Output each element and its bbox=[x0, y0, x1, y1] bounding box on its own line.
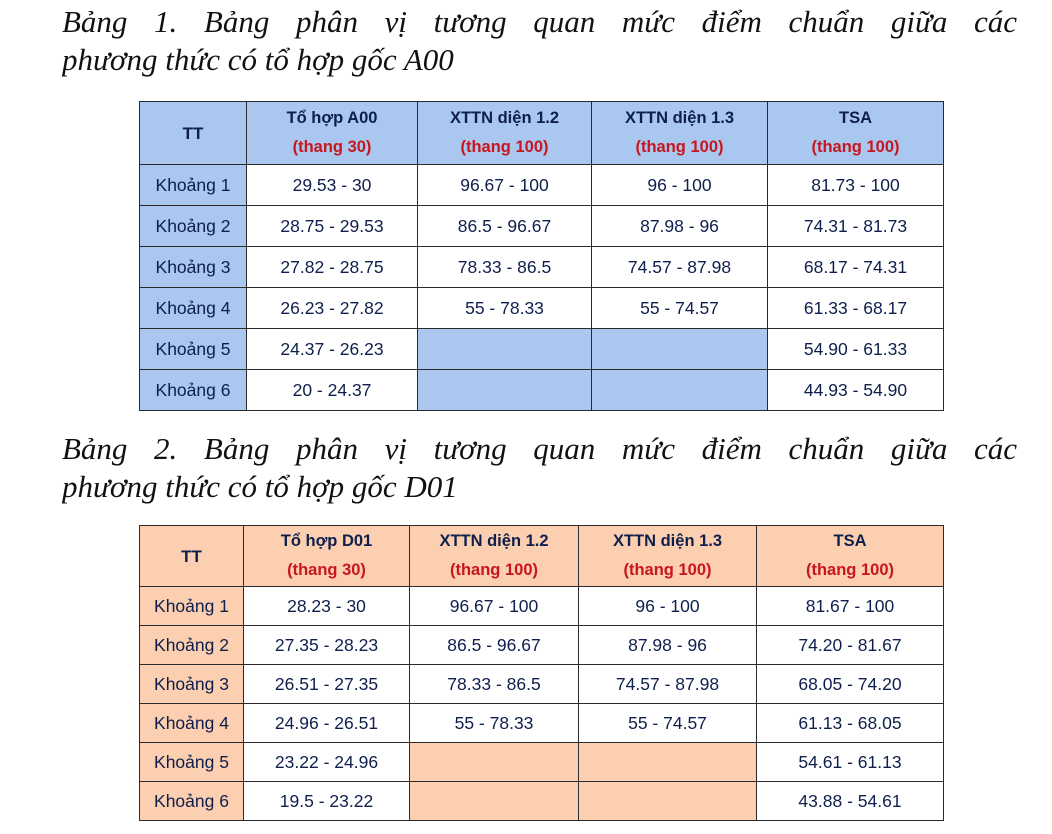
header-col-name: Tổ hợp A00 bbox=[286, 109, 378, 127]
row-label: Khoảng 6 bbox=[140, 370, 247, 411]
table-cell: 28.75 - 29.53 bbox=[247, 206, 418, 247]
table-row bbox=[140, 165, 944, 206]
header-col-unit: (thang 100) bbox=[460, 138, 549, 156]
table-cell: 44.93 - 54.90 bbox=[768, 370, 944, 411]
table1-caption-line1: Bảng 1. Bảng phân vị tương quan mức điểm chuẩn giữa các bbox=[62, 4, 1017, 39]
header-col bbox=[418, 102, 592, 165]
header-col bbox=[410, 526, 579, 587]
table-cell: 27.35 - 28.23 bbox=[244, 626, 410, 665]
header-col bbox=[592, 102, 768, 165]
row-label: Khoảng 4 bbox=[140, 288, 247, 329]
row-label: Khoảng 6 bbox=[140, 782, 244, 821]
header-col bbox=[244, 526, 410, 587]
empty-cell bbox=[592, 370, 768, 411]
header-col-name: TSA bbox=[833, 532, 867, 550]
table-cell: 61.13 - 68.05 bbox=[757, 704, 944, 743]
table1-a00 bbox=[139, 101, 944, 411]
table-cell: 28.23 - 30 bbox=[244, 587, 410, 626]
table-cell: 96 - 100 bbox=[592, 165, 768, 206]
row-label: Khoảng 3 bbox=[140, 247, 247, 288]
table-cell: 29.53 - 30 bbox=[247, 165, 418, 206]
table-cell: 19.5 - 23.22 bbox=[244, 782, 410, 821]
empty-cell bbox=[592, 329, 768, 370]
table-cell: 24.37 - 26.23 bbox=[247, 329, 418, 370]
table2-caption bbox=[62, 430, 1017, 506]
table-cell: 86.5 - 96.67 bbox=[410, 626, 579, 665]
header-col-unit: (thang 100) bbox=[635, 138, 724, 156]
row-label: Khoảng 2 bbox=[140, 626, 244, 665]
header-col bbox=[247, 102, 418, 165]
table-cell: 74.31 - 81.73 bbox=[768, 206, 944, 247]
header-col-unit: (thang 100) bbox=[623, 561, 712, 579]
row-label: Khoảng 4 bbox=[140, 704, 244, 743]
header-col bbox=[757, 526, 944, 587]
table-row bbox=[140, 704, 944, 743]
table-cell: 96.67 - 100 bbox=[410, 587, 579, 626]
table-cell: 24.96 - 26.51 bbox=[244, 704, 410, 743]
row-label: Khoảng 1 bbox=[140, 165, 247, 206]
empty-cell bbox=[410, 782, 579, 821]
header-col-name: Tổ hợp D01 bbox=[280, 532, 373, 550]
table-cell: 81.67 - 100 bbox=[757, 587, 944, 626]
table1-caption bbox=[62, 3, 1017, 79]
header-col bbox=[768, 102, 944, 165]
table-row bbox=[140, 247, 944, 288]
empty-cell bbox=[579, 782, 757, 821]
row-label: Khoảng 5 bbox=[140, 743, 244, 782]
empty-cell bbox=[579, 743, 757, 782]
header-tt: TT bbox=[140, 526, 244, 587]
table-cell: 81.73 - 100 bbox=[768, 165, 944, 206]
table-cell: 96 - 100 bbox=[579, 587, 757, 626]
header-col-name: XTTN diện 1.2 bbox=[439, 532, 549, 550]
header-col-unit: (thang 100) bbox=[811, 138, 900, 156]
row-label: Khoảng 5 bbox=[140, 329, 247, 370]
header-col-name: XTTN diện 1.2 bbox=[449, 109, 560, 127]
table-cell: 54.90 - 61.33 bbox=[768, 329, 944, 370]
row-label: Khoảng 1 bbox=[140, 587, 244, 626]
table-cell: 68.05 - 74.20 bbox=[757, 665, 944, 704]
table-cell: 26.23 - 27.82 bbox=[247, 288, 418, 329]
table-cell: 55 - 78.33 bbox=[410, 704, 579, 743]
table-cell: 86.5 - 96.67 bbox=[418, 206, 592, 247]
table-cell: 96.67 - 100 bbox=[418, 165, 592, 206]
table-cell: 78.33 - 86.5 bbox=[418, 247, 592, 288]
table-cell: 87.98 - 96 bbox=[579, 626, 757, 665]
table-cell: 43.88 - 54.61 bbox=[757, 782, 944, 821]
table-row bbox=[140, 782, 944, 821]
table-cell: 74.57 - 87.98 bbox=[592, 247, 768, 288]
table-cell: 87.98 - 96 bbox=[592, 206, 768, 247]
table-row bbox=[140, 288, 944, 329]
table-cell: 78.33 - 86.5 bbox=[410, 665, 579, 704]
table-cell: 74.57 - 87.98 bbox=[579, 665, 757, 704]
table-cell: 27.82 - 28.75 bbox=[247, 247, 418, 288]
table-cell: 20 - 24.37 bbox=[247, 370, 418, 411]
table-cell: 55 - 74.57 bbox=[579, 704, 757, 743]
table-cell: 68.17 - 74.31 bbox=[768, 247, 944, 288]
table-header-row bbox=[140, 102, 944, 165]
table2-caption-line2: phương thức có tổ hợp gốc D01 bbox=[62, 469, 458, 504]
table-row bbox=[140, 665, 944, 704]
table-row bbox=[140, 743, 944, 782]
table2-d01 bbox=[139, 525, 944, 821]
table-cell: 26.51 - 27.35 bbox=[244, 665, 410, 704]
empty-cell bbox=[418, 370, 592, 411]
header-tt: TT bbox=[140, 102, 247, 165]
header-col-name: XTTN diện 1.3 bbox=[612, 532, 723, 550]
table-cell: 54.61 - 61.13 bbox=[757, 743, 944, 782]
header-col-name: TSA bbox=[839, 109, 872, 127]
table-cell: 55 - 78.33 bbox=[418, 288, 592, 329]
table-cell: 61.33 - 68.17 bbox=[768, 288, 944, 329]
header-col-unit: (thang 30) bbox=[287, 561, 366, 579]
header-col-name: XTTN diện 1.3 bbox=[624, 109, 735, 127]
table-row bbox=[140, 626, 944, 665]
table-row bbox=[140, 370, 944, 411]
table-header-row bbox=[140, 526, 944, 587]
table-row bbox=[140, 329, 944, 370]
table1-caption-line2: phương thức có tổ hợp gốc A00 bbox=[62, 42, 454, 77]
empty-cell bbox=[410, 743, 579, 782]
table-cell: 23.22 - 24.96 bbox=[244, 743, 410, 782]
table-cell: 74.20 - 81.67 bbox=[757, 626, 944, 665]
row-label: Khoảng 2 bbox=[140, 206, 247, 247]
table-cell: 55 - 74.57 bbox=[592, 288, 768, 329]
header-col-unit: (thang 30) bbox=[292, 138, 372, 156]
header-col-unit: (thang 100) bbox=[805, 561, 894, 579]
table-row bbox=[140, 587, 944, 626]
empty-cell bbox=[418, 329, 592, 370]
table-row bbox=[140, 206, 944, 247]
header-col bbox=[579, 526, 757, 587]
table2-caption-line1: Bảng 2. Bảng phân vị tương quan mức điểm chuẩn giữa các bbox=[62, 431, 1017, 466]
header-col-unit: (thang 100) bbox=[449, 561, 538, 579]
row-label: Khoảng 3 bbox=[140, 665, 244, 704]
